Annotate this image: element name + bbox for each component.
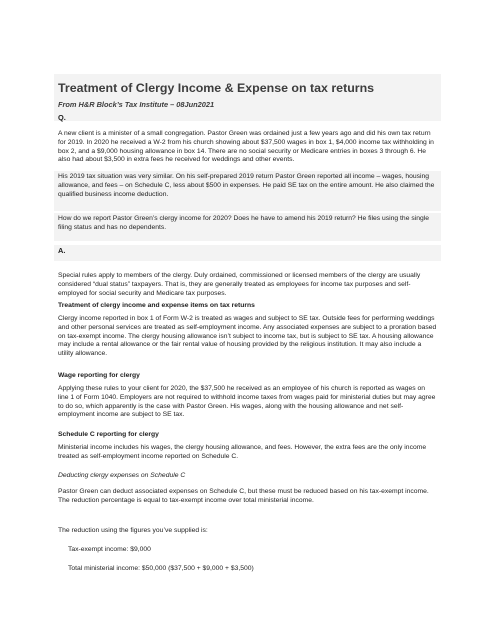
line-total-ministerial-income-text: Total ministerial income: $50,000 ($37,500 + $9,000 + $3,500) [68, 565, 254, 572]
document-source: From H&R Block’s Tax Institute – 08Jun2021 [58, 100, 215, 109]
paragraph-deducting-expenses-text: Pastor Green can deduct associated expenses on Schedule C, but these must be reduced based on his tax-exempt income. The reduction percentage is equal to tax-exempt income over total ministerial income. [58, 488, 429, 504]
answer-text-1: Special rules apply to members of the clergy. Duly ordained, commissioned or licensed members of the clergy are usually considered “dual status” taxpayers. That is, they are generally treated as employees for income tax purposes and self-employed for social security and Medicare tax purposes. [58, 272, 421, 297]
paragraph-schedule-c [54, 444, 441, 462]
paragraph-wage-reporting [54, 385, 441, 420]
heading-schedule-c [54, 431, 441, 440]
answer-label: A. [58, 246, 66, 255]
answer-label-row [54, 245, 441, 261]
paragraph-treatment-text: Clergy income reported in box 1 of Form W-2 is treated as wages and subject to SE tax. Outside fees for performing weddings and other personal services are treated as self-employment income. Any associated expenses are subject to a proration based on tax-exempt income. The clergy housing allowance isn’t subject to income tax, but is subject to SE tax. A housing allowance may include a rental allowance or the fair rental value of housing provided by the religious institution. It may also include a utility allowance. [58, 315, 437, 358]
question-paragraph-2 [54, 171, 441, 211]
document-title: Treatment of Clergy Income & Expense on tax returns [58, 81, 375, 95]
question-text-1: A new client is a minister of a small congregation. Pastor Green was ordained just a few years ago and did his own tax return for 2019. In 2020 he received a W-2 from his church showing about $37,500 wages in box 1, $4,000 income tax withholding in box 2, and a $9,000 housing allowance in box 14. There are no social security or Medicare entries in boxes 3 through 6. He also had about $3,500 in extra fees he received for weddings and other events. [58, 130, 434, 164]
heading-wage-reporting-text: Wage reporting for clergy [58, 372, 140, 379]
heading-treatment [54, 302, 441, 311]
line-total-ministerial-income [54, 565, 441, 574]
heading-wage-reporting [54, 372, 441, 381]
heading-deducting-expenses-text: Deducting clergy expenses on Schedule C [58, 472, 186, 479]
question-paragraph-3 [54, 213, 441, 241]
paragraph-schedule-c-text: Ministerial income includes his wages, the clergy housing allowance, and fees. However, the extra fees are the only income treated as self-employment income reported on Schedule C. [58, 444, 427, 460]
line-tax-exempt-income [54, 546, 441, 555]
paragraph-wage-reporting-text: Applying these rules to your client for 2020, the $37,500 he received as an employee of his church is reported as wages on line 1 of Form 1040. Employers are not required to withhold income taxes from wages paid for ministerial duties but may agree to do so, which apparently is the case with Pastor Green. His wages, along with the housing allowance and net self-employment income are subject to SE tax. [58, 385, 436, 419]
paragraph-deducting-expenses [54, 488, 441, 506]
question-paragraph-1 [54, 130, 441, 165]
line-tax-exempt-income-text: Tax-exempt income: $9,000 [68, 546, 151, 553]
paragraph-treatment [54, 315, 441, 359]
question-text-2: His 2019 tax situation was very similar. On his self-prepared 2019 return Pastor Green reported all income – wages, housing allowance, and fees – on Schedule C, less about $500 in expenses. He paid SE tax on the entire amount. He also claimed the qualified business income deduction. [58, 173, 435, 198]
answer-paragraph-1 [54, 272, 441, 298]
paragraph-reduction-text: The reduction using the figures you’ve supplied is: [58, 527, 208, 534]
paragraph-reduction [54, 527, 441, 536]
heading-treatment-text: Treatment of clergy income and expense items on tax returns [58, 302, 255, 309]
question-text-3: How do we report Pastor Green’s clergy income for 2020? Does he have to amend his 2019 return? He files using the single filing status and has no dependents. [58, 215, 429, 231]
heading-deducting-expenses [54, 472, 441, 481]
heading-schedule-c-text: Schedule C reporting for clergy [58, 431, 159, 438]
question-label: Q. [58, 113, 66, 122]
